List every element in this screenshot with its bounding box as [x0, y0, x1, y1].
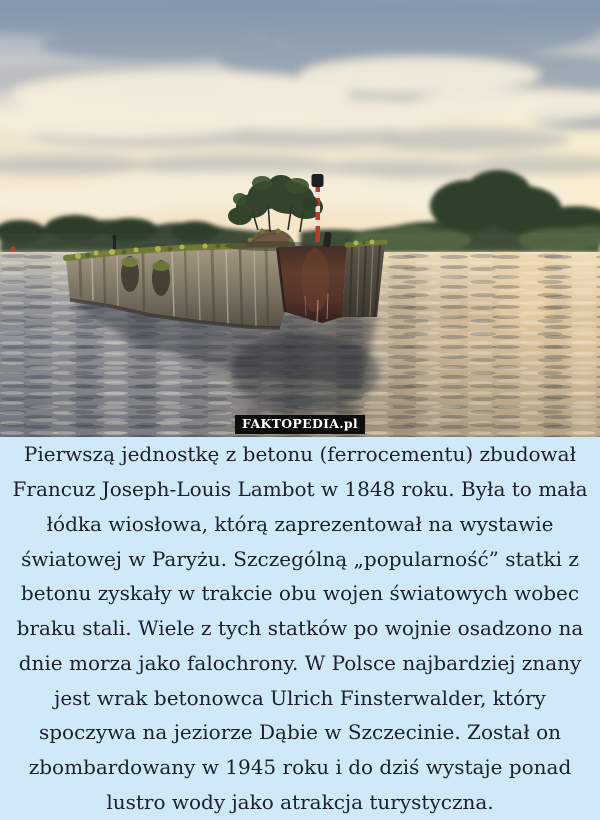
- watermark-badge: [235, 415, 365, 434]
- caption-line: jest wrak betonowca Ulrich Finsterwalder, który: [54, 685, 546, 710]
- caption-line: lustro wody jako atrakcja turystyczna.: [106, 790, 494, 815]
- watermark-text: FAKTOPEDIA.pl: [242, 416, 358, 431]
- caption-line: spoczywa na jeziorze Dąbie w Szczecinie. Został on: [38, 720, 561, 745]
- caption-line: braku stali. Wiele z tych statków po wojnie osadzono na: [16, 616, 584, 641]
- caption-line: łódka wiosłowa, którą zaprezentował na wystawie: [46, 511, 554, 536]
- caption-line: Francuz Joseph-Louis Lambot w 1848 roku. Była to mała: [12, 476, 588, 501]
- caption-line: zbombardowany w 1945 roku i do dziś wystaje ponad: [28, 755, 572, 780]
- caption-line: dnie morza jako falochrony. W Polsce najbardziej znany: [18, 650, 582, 675]
- caption-panel: [0, 437, 600, 820]
- caption-line: Pierwszą jednostkę z betonu (ferrocementu) zbudował: [23, 442, 577, 467]
- caption-line: betonu zyskały w trakcie obu wojen światowych wobec: [20, 581, 580, 606]
- caption-line: światowej w Paryżu. Szczególną „popularność” statki z: [21, 546, 579, 571]
